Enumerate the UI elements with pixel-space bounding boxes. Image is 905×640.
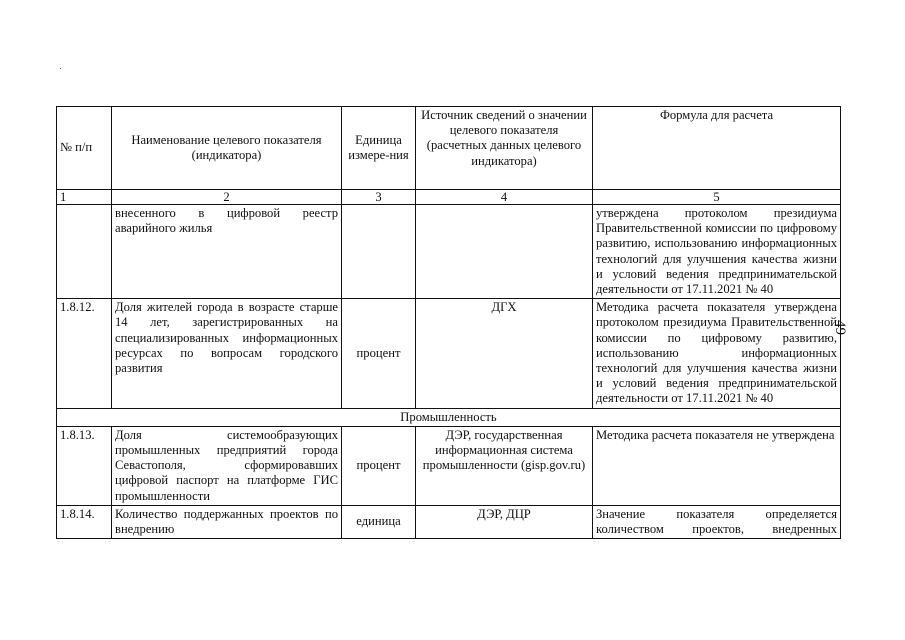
cell-source — [416, 205, 593, 299]
header-no: № п/п — [57, 107, 112, 190]
header-unit: Единица измере-ния — [342, 107, 416, 190]
cell-source: ДГХ — [416, 299, 593, 408]
table-row-1-8-13 — [57, 426, 841, 505]
indicators-table — [56, 106, 841, 539]
cell-source: ДЭР, ДЦР — [416, 505, 593, 538]
header-name: Наименование целевого показателя (индикатора) — [112, 107, 342, 190]
cell-formula: Методика расчета показателя не утверждена — [593, 426, 841, 505]
cell-unit: единица — [342, 505, 416, 538]
section-title: Промышленность — [57, 408, 841, 426]
column-number: 3 — [342, 190, 416, 205]
cell-source: ДЭР, государственная информационная система промышленности (gisp.gov.ru) — [416, 426, 593, 505]
table-row-1-8-12 — [57, 299, 841, 408]
cell-unit: процент — [342, 426, 416, 505]
cell-no: 1.8.13. — [57, 426, 112, 505]
cell-formula: утверждена протоколом президиума Правительственной комиссии по цифровому развитию, использованию информационных технологий для улучшения качества жизни и условий ведения предпринимательской деятельности от 17.11.2021 № 40 — [593, 205, 841, 299]
header-formula: Формула для расчета — [593, 107, 841, 190]
cell-name: внесенного в цифровой реестр аварийного жилья — [112, 205, 342, 299]
column-number: 1 — [57, 190, 112, 205]
cell-no: 1.8.14. — [57, 505, 112, 538]
header-row — [57, 107, 841, 190]
cell-no: 1.8.12. — [57, 299, 112, 408]
cell-name: Доля системообразующих промышленных предприятий города Севастополя, сформировавших цифровой паспорт на платформе ГИС промышленности — [112, 426, 342, 505]
cell-name: Количество поддержанных проектов по внедрению — [112, 505, 342, 538]
cell-formula: Значение показателя определяется количеством проектов, внедренных — [593, 505, 841, 538]
column-number: 2 — [112, 190, 342, 205]
scan-speck — [60, 68, 61, 69]
table-row-continuation — [57, 205, 841, 299]
cell-name: Доля жителей города в возрасте старше 14 лет, зарегистрированных на специализированных информационных ресурсах по вопросам городского развития — [112, 299, 342, 408]
column-numbers-row — [57, 190, 841, 205]
column-number: 5 — [593, 190, 841, 205]
page-number: 49 — [832, 320, 848, 335]
table-row-1-8-14 — [57, 505, 841, 538]
cell-no — [57, 205, 112, 299]
header-source: Источник сведений о значении целевого показателя (расчетных данных целевого индикатора) — [416, 107, 593, 190]
column-number: 4 — [416, 190, 593, 205]
cell-formula: Методика расчета показателя утверждена протоколом президиума Правительственной комиссии по цифровому развитию, использованию информационных технологий для улучшения качества жизни и условий ведения предпринимательской деятельности от 17.11.2021 № 40 — [593, 299, 841, 408]
section-row — [57, 408, 841, 426]
cell-unit: процент — [342, 299, 416, 408]
cell-unit — [342, 205, 416, 299]
